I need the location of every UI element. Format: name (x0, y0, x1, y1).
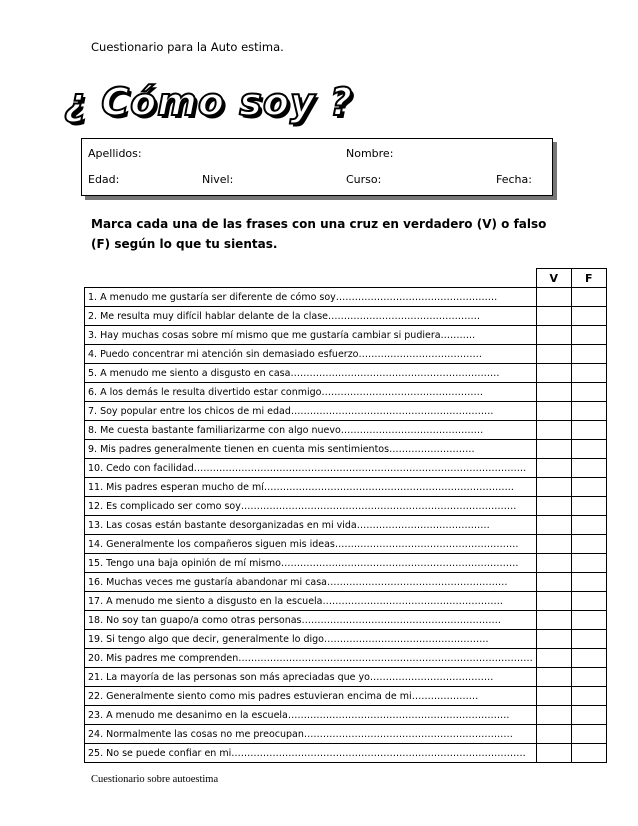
false-checkbox-cell[interactable] (571, 288, 606, 307)
false-checkbox-cell[interactable] (571, 744, 606, 763)
question-text: 4. Puedo concentrar mi atención sin demasiado esfuerzo………………………………… (85, 345, 537, 364)
table-row (85, 288, 607, 307)
label-nombre: Nombre: (346, 147, 394, 160)
false-checkbox-cell[interactable] (571, 630, 606, 649)
table-row (85, 592, 607, 611)
false-checkbox-cell[interactable] (571, 326, 606, 345)
false-checkbox-cell[interactable] (571, 402, 606, 421)
question-text: 1. A menudo me gustaría ser diferente de cómo soy…………………………………………… (85, 288, 537, 307)
true-checkbox-cell[interactable] (536, 364, 571, 383)
true-checkbox-cell[interactable] (536, 497, 571, 516)
false-checkbox-cell[interactable] (571, 706, 606, 725)
false-checkbox-cell[interactable] (571, 459, 606, 478)
table-row (85, 611, 607, 630)
true-checkbox-cell[interactable] (536, 516, 571, 535)
column-f-header: F (571, 269, 606, 288)
question-text: 8. Me cuesta bastante familiarizarme con algo nuevo……………………………………… (85, 421, 537, 440)
question-text: 10. Cedo con facilidad…………………………………………………………………………………………… (85, 459, 537, 478)
false-checkbox-cell[interactable] (571, 687, 606, 706)
question-text: 9. Mis padres generalmente tienen en cuenta mis sentimientos……………………… (85, 440, 537, 459)
table-row (85, 725, 607, 744)
table-row (85, 573, 607, 592)
table-row (85, 421, 607, 440)
table-row (85, 345, 607, 364)
true-checkbox-cell[interactable] (536, 649, 571, 668)
true-checkbox-cell[interactable] (536, 611, 571, 630)
page-title: ¿ Cómo soy ? (64, 80, 353, 124)
question-text: 19. Si tengo algo que decir, generalmente lo digo……………………………………………. (85, 630, 537, 649)
table-row (85, 744, 607, 763)
question-text: 18. No soy tan guapo/a como otras personas……………………………………………………… (85, 611, 537, 630)
label-edad: Edad: (88, 173, 120, 186)
question-text: 12. Es complicado ser como soy…………………………………………………………………………… (85, 497, 537, 516)
question-text: 5. A menudo me siento a disgusto en casa………………………………………………………… (85, 364, 537, 383)
header-spacer (85, 269, 537, 288)
question-text: 14. Generalmente los compañeros siguen mis ideas…………………………………………………. (85, 535, 537, 554)
question-text: 3. Hay muchas cosas sobre mí mismo que me gustaría cambiar si pudiera……….. (85, 326, 537, 345)
question-text: 21. La mayoría de las personas son más apreciadas que yo………………………………… (85, 668, 537, 687)
table-row (85, 706, 607, 725)
question-text: 24. Normalmente las cosas no me preocupan………………………………………………………… (85, 725, 537, 744)
false-checkbox-cell[interactable] (571, 554, 606, 573)
question-text: 2. Me resulta muy difícil hablar delante de la clase………………………………………… (85, 307, 537, 326)
true-checkbox-cell[interactable] (536, 554, 571, 573)
questionnaire-table (84, 268, 607, 763)
false-checkbox-cell[interactable] (571, 535, 606, 554)
table-row (85, 516, 607, 535)
false-checkbox-cell[interactable] (571, 516, 606, 535)
true-checkbox-cell[interactable] (536, 326, 571, 345)
question-text: 6. A los demás le resulta divertido estar conmigo…………………………………………… (85, 383, 537, 402)
true-checkbox-cell[interactable] (536, 573, 571, 592)
question-text: 20. Mis padres me comprenden………………………………………………………………………………… (85, 649, 537, 668)
table-row (85, 668, 607, 687)
false-checkbox-cell[interactable] (571, 497, 606, 516)
false-checkbox-cell[interactable] (571, 478, 606, 497)
table-row (85, 383, 607, 402)
table-row (85, 459, 607, 478)
question-text: 23. A menudo me desanimo en la escuela……………………………………………………………. (85, 706, 537, 725)
table-row (85, 535, 607, 554)
true-checkbox-cell[interactable] (536, 421, 571, 440)
table-row (85, 307, 607, 326)
true-checkbox-cell[interactable] (536, 630, 571, 649)
false-checkbox-cell[interactable] (571, 440, 606, 459)
document-subtitle: Cuestionario para la Auto estima. (91, 40, 284, 54)
true-checkbox-cell[interactable] (536, 725, 571, 744)
label-curso: Curso: (346, 173, 382, 186)
true-checkbox-cell[interactable] (536, 592, 571, 611)
table-row (85, 649, 607, 668)
false-checkbox-cell[interactable] (571, 592, 606, 611)
table-row (85, 326, 607, 345)
table-row (85, 554, 607, 573)
false-checkbox-cell[interactable] (571, 573, 606, 592)
question-text: 25. No se puede confiar en mi………………………………………………………………………………… (85, 744, 537, 763)
true-checkbox-cell[interactable] (536, 440, 571, 459)
label-nivel: Nivel: (202, 173, 234, 186)
true-checkbox-cell[interactable] (536, 744, 571, 763)
false-checkbox-cell[interactable] (571, 345, 606, 364)
false-checkbox-cell[interactable] (571, 725, 606, 744)
table-row (85, 687, 607, 706)
true-checkbox-cell[interactable] (536, 668, 571, 687)
page-footer: Cuestionario sobre autoestima (91, 774, 219, 785)
table-row (85, 402, 607, 421)
true-checkbox-cell[interactable] (536, 478, 571, 497)
question-text: 11. Mis padres esperan mucho de mí……………………………………………………………………. (85, 478, 537, 497)
table-row (85, 364, 607, 383)
question-text: 7. Soy popular entre los chicos de mi edad………………………………………………………. (85, 402, 537, 421)
true-checkbox-cell[interactable] (536, 288, 571, 307)
table-row (85, 497, 607, 516)
table-row (85, 440, 607, 459)
table-row (85, 630, 607, 649)
true-checkbox-cell[interactable] (536, 459, 571, 478)
false-checkbox-cell[interactable] (571, 383, 606, 402)
student-info-box (81, 138, 553, 196)
false-checkbox-cell[interactable] (571, 668, 606, 687)
false-checkbox-cell[interactable] (571, 364, 606, 383)
label-apellidos: Apellidos: (88, 147, 142, 160)
question-text: 15. Tengo una baja opinión de mí mismo………………………………………………………………… (85, 554, 537, 573)
true-checkbox-cell[interactable] (536, 687, 571, 706)
question-text: 16. Muchas veces me gustaría abandonar mi casa………………………………………………… (85, 573, 537, 592)
question-text: 22. Generalmente siento como mis padres estuvieran encima de mi………………… (85, 687, 537, 706)
label-fecha: Fecha: (496, 173, 532, 186)
true-checkbox-cell[interactable] (536, 706, 571, 725)
true-checkbox-cell[interactable] (536, 345, 571, 364)
question-text: 13. Las cosas están bastante desorganizadas en mi vida…………………………………… (85, 516, 537, 535)
true-checkbox-cell[interactable] (536, 383, 571, 402)
table-row (85, 478, 607, 497)
column-v-header: V (536, 269, 571, 288)
true-checkbox-cell[interactable] (536, 535, 571, 554)
false-checkbox-cell[interactable] (571, 649, 606, 668)
true-checkbox-cell[interactable] (536, 402, 571, 421)
false-checkbox-cell[interactable] (571, 421, 606, 440)
false-checkbox-cell[interactable] (571, 307, 606, 326)
question-text: 17. A menudo me siento a disgusto en la escuela………………………………………………… (85, 592, 537, 611)
true-checkbox-cell[interactable] (536, 307, 571, 326)
false-checkbox-cell[interactable] (571, 611, 606, 630)
instructions-text: Marca cada una de las frases con una cruz en verdadero (V) o falso (F) según lo que tu sientas. (91, 217, 547, 251)
